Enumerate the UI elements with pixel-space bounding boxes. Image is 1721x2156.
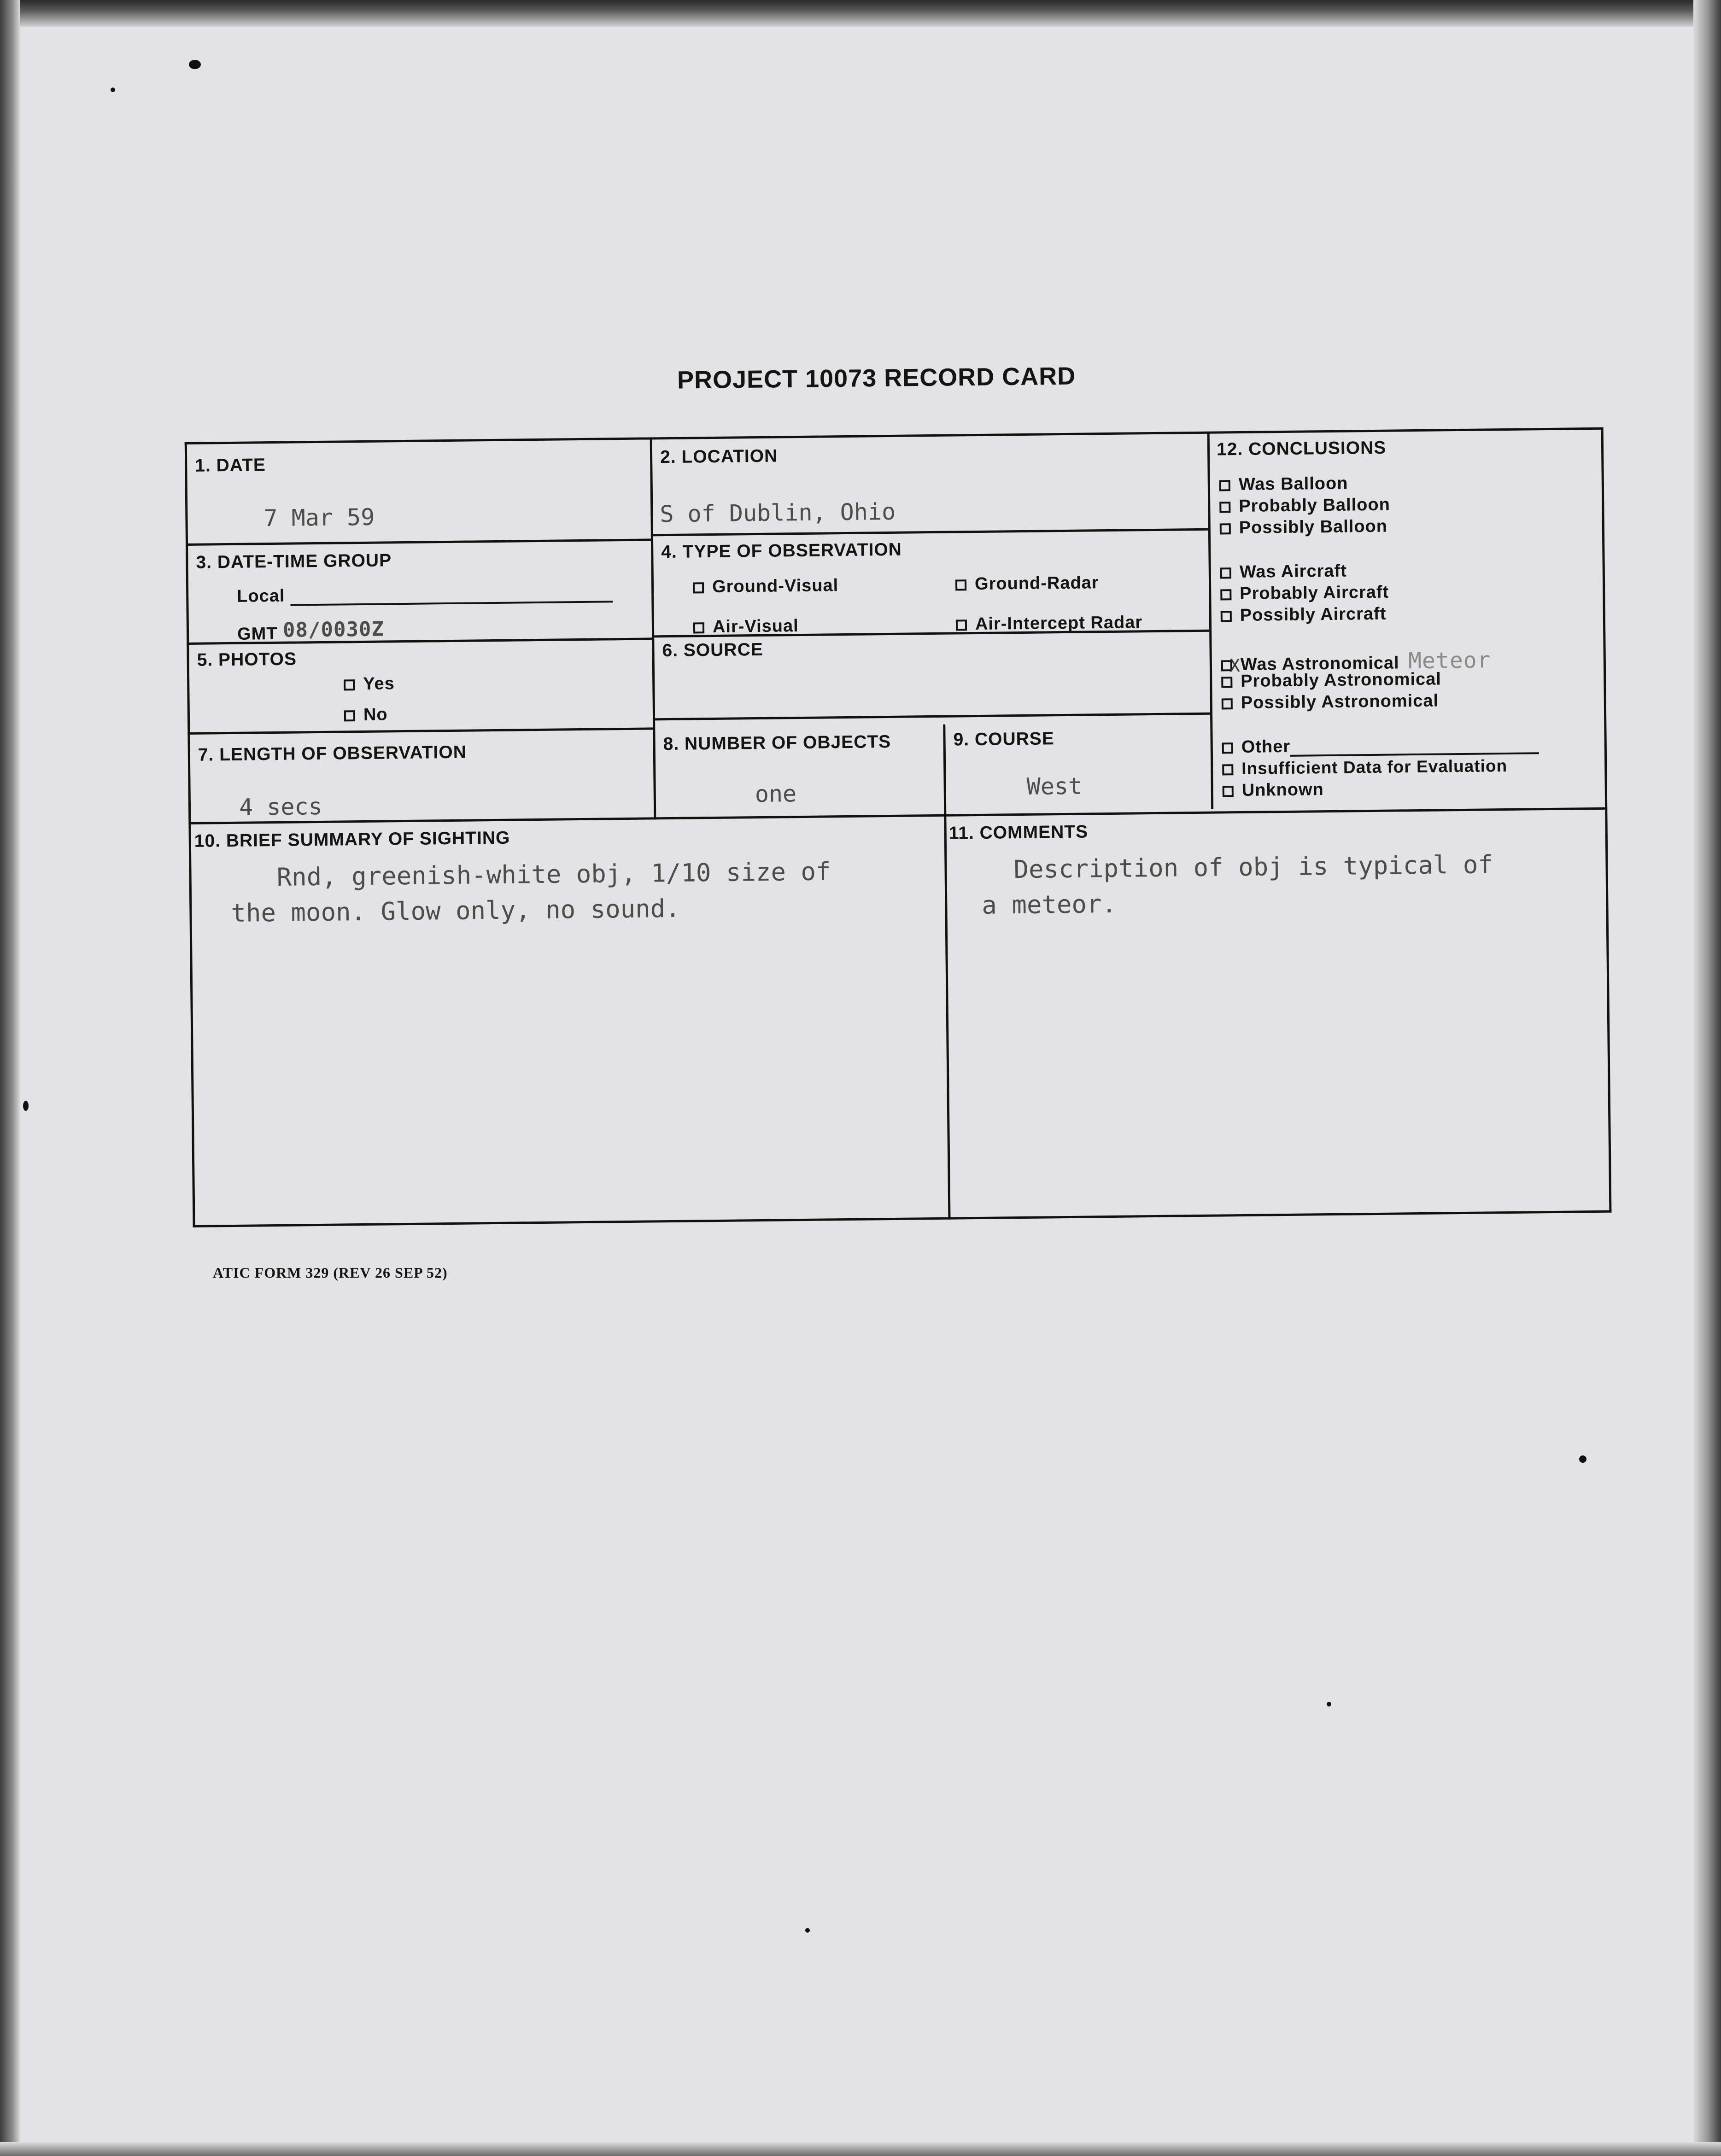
checkbox-icon[interactable] [1221, 611, 1232, 622]
divider-col-2 [943, 725, 950, 1220]
local-time-blank [290, 601, 613, 606]
conclusion-was-aircraft[interactable]: Was Aircraft [1220, 561, 1347, 583]
checkbox-icon[interactable] [1220, 589, 1231, 600]
gmt-value: 08/0030Z [282, 617, 385, 642]
checkbox-icon[interactable] [1219, 480, 1230, 491]
dust-speck [805, 1928, 810, 1933]
brief-summary-line-2: the moon. Glow only, no sound. [231, 894, 681, 928]
checkbox-icon[interactable] [1220, 523, 1231, 534]
checkbox-icon[interactable] [344, 679, 355, 690]
course-value: West [1026, 772, 1083, 800]
number-of-objects-value: one [755, 780, 797, 808]
obs-air-intercept-radar[interactable]: Air-Intercept Radar [956, 613, 1143, 634]
conclusion-was-astronomical[interactable]: X Was Astronomical Meteor [1221, 647, 1491, 676]
conclusion-probably-balloon[interactable]: Probably Balloon [1219, 495, 1390, 517]
checkbox-icon[interactable] [1222, 742, 1233, 754]
divider-col-1 [650, 437, 656, 819]
brief-summary-line-1: Rnd, greenish-white obj, 1/10 size of [276, 857, 831, 892]
checkbox-icon[interactable] [693, 622, 704, 633]
dust-speck [189, 60, 201, 69]
divider-row-3-right [653, 713, 1210, 721]
card-border-right [1601, 427, 1612, 1213]
conclusion-possibly-balloon[interactable]: Possibly Balloon [1220, 517, 1388, 538]
divider-col-3 [1207, 432, 1214, 809]
gmt-label: GMT [237, 624, 278, 644]
scan-edge-top [0, 0, 1721, 27]
conclusion-annotation: Meteor [1408, 647, 1491, 674]
photos-no[interactable]: No [344, 705, 388, 725]
checkbox-icon[interactable] [344, 710, 355, 721]
course-label: 9. COURSE [953, 729, 1055, 750]
dust-speck [1579, 1455, 1586, 1463]
divider-row-1-right [651, 528, 1208, 537]
comments-line-1: Description of obj is typical of [1013, 850, 1493, 884]
conclusion-was-balloon[interactable]: Was Balloon [1219, 474, 1348, 495]
card-border-bottom [193, 1210, 1612, 1227]
length-of-observation-value: 4 secs [239, 793, 322, 821]
location-value: S of Dublin, Ohio [660, 498, 896, 528]
local-time-label: Local [237, 586, 285, 606]
checkbox-icon[interactable] [1221, 677, 1232, 688]
obs-ground-visual[interactable]: Ground-Visual [693, 576, 839, 597]
local-time-row [237, 583, 613, 607]
card-border-top [185, 427, 1604, 444]
gmt-blank [283, 615, 624, 644]
checkbox-icon[interactable] [956, 619, 967, 631]
conclusion-other[interactable]: Other [1222, 734, 1540, 757]
brief-summary-label: 10. BRIEF SUMMARY OF SIGHTING [194, 828, 510, 851]
record-card [184, 395, 1612, 1234]
number-of-objects-label: 8. NUMBER OF OBJECTS [663, 731, 891, 754]
location-label: 2. LOCATION [660, 446, 778, 467]
gmt-row [237, 615, 624, 644]
type-of-observation-label: 4. TYPE OF OBSERVATION [661, 539, 902, 562]
checkbox-icon[interactable] [693, 582, 704, 593]
checkbox-icon[interactable] [955, 579, 966, 590]
divider-row-3-left [187, 727, 653, 735]
dust-speck [23, 1101, 29, 1111]
comments-line-2: a meteor. [982, 889, 1117, 920]
check-mark: X [1229, 655, 1241, 676]
conclusion-insufficient-data[interactable]: Insufficient Data for Evaluation [1222, 756, 1507, 778]
date-time-group-label: 3. DATE-TIME GROUP [196, 550, 392, 573]
comments-label: 11. COMMENTS [948, 822, 1089, 843]
scan-edge-right [1693, 0, 1721, 2156]
checkbox-checked-icon[interactable] [1221, 655, 1241, 676]
photos-label: 5. PHOTOS [197, 649, 297, 670]
divider-row-1-left [186, 538, 651, 546]
checkbox-icon[interactable] [1219, 502, 1230, 513]
scan-edge-bottom [0, 2142, 1721, 2156]
checkbox-icon[interactable] [1222, 698, 1233, 709]
conclusion-possibly-astronomical[interactable]: Possibly Astronomical [1222, 691, 1439, 713]
form-id: ATIC FORM 329 (REV 26 SEP 52) [213, 1264, 448, 1281]
divider-row-4 [188, 807, 1607, 824]
card-border-left [185, 442, 195, 1227]
checkbox-icon[interactable] [1223, 786, 1234, 797]
checkbox-icon[interactable] [1222, 764, 1233, 775]
date-value: 7 Mar 59 [263, 503, 375, 532]
obs-ground-radar[interactable]: Ground-Radar [955, 573, 1099, 594]
dust-speck [111, 88, 115, 92]
obs-air-visual[interactable]: Air-Visual [693, 616, 799, 637]
checkbox-icon[interactable] [1220, 567, 1231, 578]
conclusion-possibly-aircraft[interactable]: Possibly Aircraft [1221, 604, 1387, 626]
date-label: 1. DATE [195, 455, 266, 476]
conclusion-probably-astronomical[interactable]: Probably Astronomical [1221, 669, 1441, 691]
source-label: 6. SOURCE [662, 639, 763, 661]
length-of-observation-label: 7. LENGTH OF OBSERVATION [198, 742, 467, 765]
dust-speck [1327, 1702, 1331, 1706]
photos-yes[interactable]: Yes [344, 674, 395, 694]
page-title: PROJECT 10073 RECORD CARD [677, 362, 1076, 394]
scan-edge-left [0, 0, 20, 2156]
conclusion-unknown[interactable]: Unknown [1223, 780, 1324, 800]
conclusions-label: 12. CONCLUSIONS [1216, 438, 1387, 460]
conclusion-probably-aircraft[interactable]: Probably Aircraft [1220, 583, 1389, 604]
